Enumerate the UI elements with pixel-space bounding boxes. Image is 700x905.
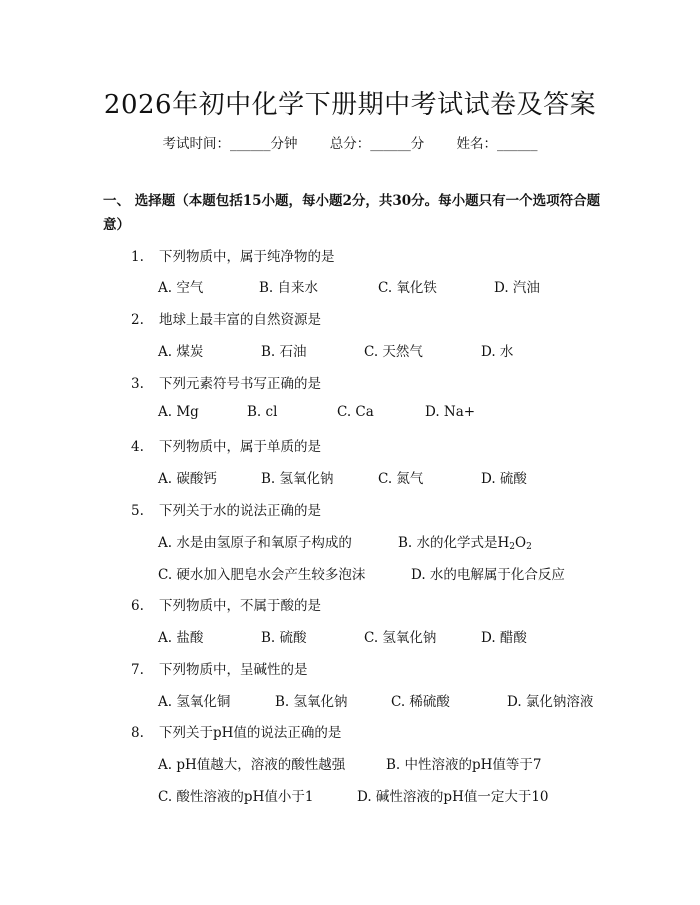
option-a: A. pH值越大，溶液的酸性越强	[158, 757, 346, 773]
question-text: 下列关于pH值的说法正确的是	[159, 725, 342, 741]
option-a: A. 氢氧化铜	[158, 694, 231, 710]
student-name: 姓名：______	[456, 136, 538, 152]
formula-h2o2: $H_2O_2$	[497, 535, 532, 552]
option-b	[398, 531, 532, 552]
option-b: B. cl	[247, 404, 278, 420]
question-text: 地球上最丰富的自然资源是	[159, 312, 321, 328]
question-8	[131, 721, 341, 741]
question-text: 下列物质中，属于纯净物的是	[159, 249, 335, 265]
option-d: D. 醋酸	[481, 630, 527, 646]
exam-title: 2026年初中化学下册期中考试试卷及答案	[103, 90, 597, 120]
question-5	[131, 499, 321, 519]
question-7	[131, 658, 308, 678]
option-c: C. 氮气	[378, 471, 424, 487]
section-heading: 一、 选择题（本题包括15小题，每小题2分，共30分。每小题只有一个选项符合题意）	[103, 193, 601, 233]
question-number: 2.	[131, 312, 144, 328]
option-b-text: B. 水的化学式是	[398, 535, 498, 551]
option-d: D. 汽油	[494, 280, 540, 296]
option-d: D. 硫酸	[481, 471, 527, 487]
option-a: A. 碳酸钙	[158, 471, 217, 487]
question-3	[131, 372, 321, 392]
option-b: B. 氢氧化钠	[275, 694, 348, 710]
option-d: D. 水	[481, 344, 514, 360]
question-number: 1.	[131, 249, 144, 265]
question-number: 5.	[131, 503, 144, 519]
question-text: 下列物质中，呈碱性的是	[159, 662, 308, 678]
question-number: 3.	[131, 376, 144, 392]
exam-meta	[0, 132, 700, 152]
option-c: C. 硬水加入肥皂水会产生较多泡沫	[158, 567, 366, 583]
option-b: B. 氢氧化钠	[261, 471, 334, 487]
option-a: A. Mg	[158, 404, 199, 420]
total-score: 总分：______分	[329, 136, 425, 152]
option-a: A. 水是由氢原子和氧原子构成的	[158, 535, 352, 551]
question-1	[131, 245, 335, 265]
question-number: 4.	[131, 439, 144, 455]
question-2	[131, 308, 321, 328]
question-text: 下列关于水的说法正确的是	[159, 503, 321, 519]
option-c: C. 酸性溶液的pH值小于1	[158, 789, 314, 805]
question-6	[131, 594, 321, 614]
question-text: 下列物质中，属于单质的是	[159, 439, 321, 455]
exam-time: 考试时间：______分钟	[162, 136, 298, 152]
question-text: 下列元素符号书写正确的是	[159, 376, 321, 392]
question-number: 7.	[131, 662, 144, 678]
question-number: 6.	[131, 598, 144, 614]
option-c: C. 氧化铁	[378, 280, 437, 296]
question-number: 8.	[131, 725, 144, 741]
option-b: B. 中性溶液的pH值等于7	[386, 757, 542, 773]
option-d: D. Na+	[425, 404, 476, 420]
option-d: D. 氯化钠溶液	[507, 694, 594, 710]
option-c: C. 氢氧化钠	[364, 630, 437, 646]
option-a: A. 空气	[158, 280, 204, 296]
option-d: D. 碱性溶液的pH值一定大于10	[357, 789, 549, 805]
option-b: B. 硫酸	[261, 630, 307, 646]
option-a: A. 盐酸	[158, 630, 204, 646]
option-b: B. 石油	[261, 344, 307, 360]
question-text: 下列物质中，不属于酸的是	[159, 598, 321, 614]
option-c: C. 天然气	[364, 344, 423, 360]
option-a: A. 煤炭	[158, 344, 204, 360]
option-d: D. 水的电解属于化合反应	[411, 567, 565, 583]
option-c: C. 稀硫酸	[391, 694, 450, 710]
option-c: C. Ca	[337, 404, 374, 420]
option-b: B. 自来水	[259, 280, 319, 296]
question-4	[131, 435, 321, 455]
